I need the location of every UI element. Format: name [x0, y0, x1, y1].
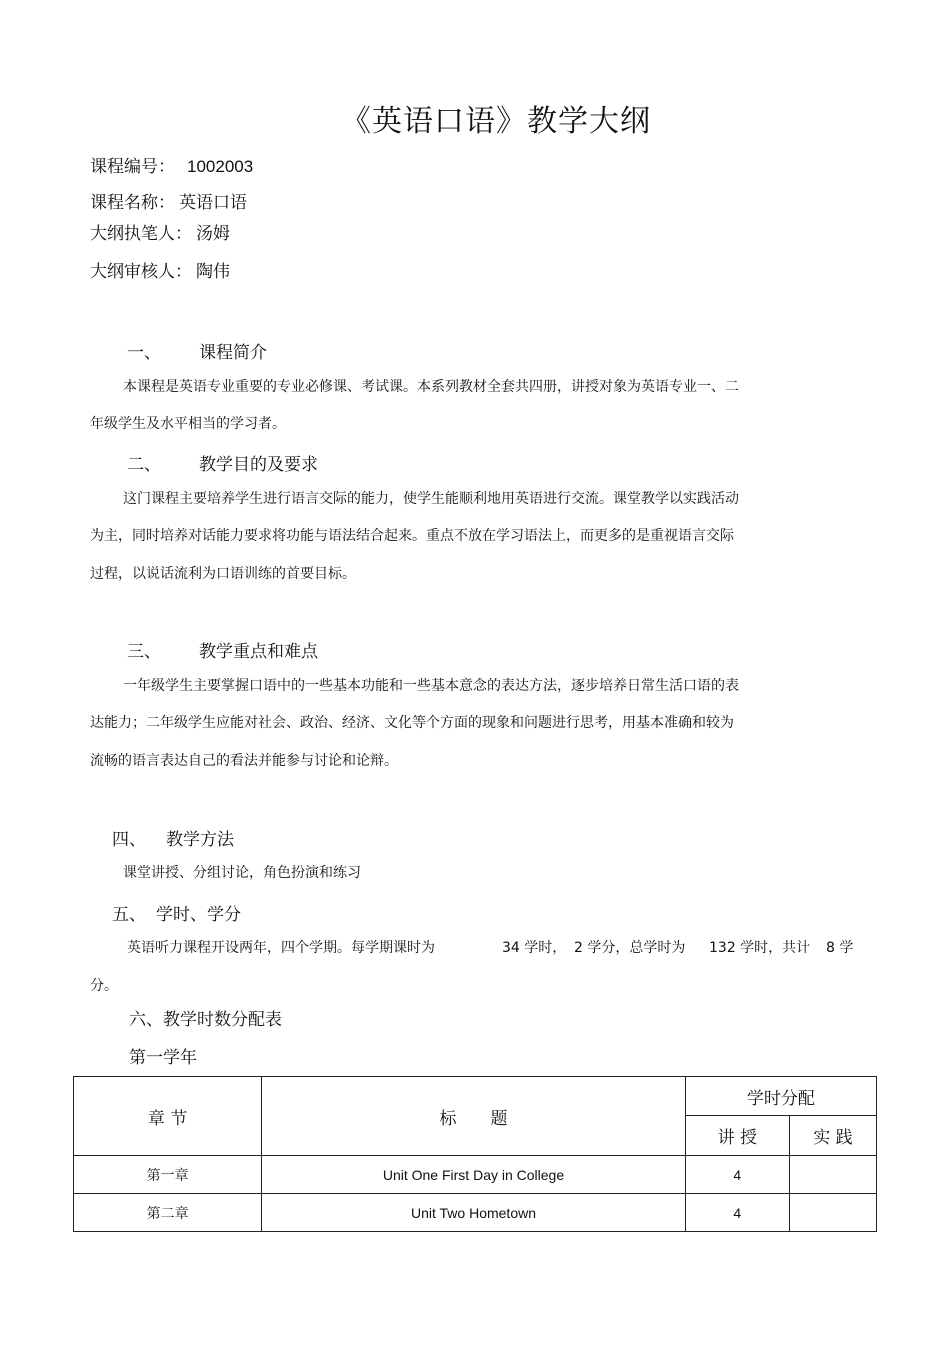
section-1-number: 一、 [127, 343, 161, 363]
section-5-heading [112, 900, 241, 925]
syllabus-author-value: 汤姆 [196, 224, 230, 244]
course-name [90, 188, 247, 213]
table-row [74, 1194, 877, 1232]
section-5-title: 学时、学分 [156, 905, 241, 925]
table-row [74, 1156, 877, 1194]
section-3-heading [127, 637, 318, 662]
row-chapter: 第二章 [74, 1194, 262, 1232]
course-name-label: 课程名称： [90, 193, 175, 213]
section-4-number: 四、 [112, 830, 146, 850]
section-5-line-1b: 34 学时， [502, 940, 567, 956]
section-2-title: 教学目的及要求 [199, 455, 318, 475]
section-5-line-1e: 8 学 [826, 940, 854, 956]
course-code-value: 1002003 [187, 157, 254, 176]
section-2-line-1: 这门课程主要培养学生进行语言交际的能力，使学生能顺利地用英语进行交流。课堂教学以实践活动 [123, 491, 739, 507]
course-name-value: 英语口语 [179, 193, 247, 213]
row-lecture-hours: 4 [685, 1156, 789, 1194]
syllabus-reviewer [90, 257, 230, 282]
section-6-heading: 六、教学时数分配表 [129, 1010, 282, 1030]
section-3-line-1: 一年级学生主要掌握口语中的一些基本功能和一些基本意念的表达方法，逐步培养日常生活口语的表 [123, 678, 739, 694]
row-title: Unit Two Hometown [262, 1194, 686, 1232]
syllabus-reviewer-value: 陶伟 [196, 262, 230, 282]
header-lecture: 讲 授 [685, 1116, 789, 1156]
section-1-line-2: 年级学生及水平相当的学习者。 [90, 416, 286, 432]
section-3-title: 教学重点和难点 [199, 642, 318, 662]
academic-year-label: 第一学年 [129, 1048, 197, 1068]
header-practice: 实 践 [789, 1116, 876, 1156]
header-chapter: 章 节 [74, 1077, 262, 1156]
syllabus-author-label: 大纲执笔人： [90, 224, 192, 244]
section-5-line-1a: 英语听力课程开设两年，四个学期。每学期课时为 [127, 940, 435, 956]
row-practice-hours [789, 1156, 876, 1194]
row-practice-hours [789, 1194, 876, 1232]
section-4-title: 教学方法 [166, 830, 234, 850]
hours-allocation-table [73, 1076, 877, 1232]
row-title: Unit One First Day in College [262, 1156, 686, 1194]
syllabus-reviewer-label: 大纲审核人： [90, 262, 192, 282]
header-title: 标 题 [262, 1077, 686, 1156]
section-4-heading [112, 825, 234, 850]
page-title: 《英语口语》教学大纲 [341, 104, 651, 139]
course-code-label: 课程编号： [90, 157, 175, 177]
section-4-line-1: 课堂讲授、分组讨论，角色扮演和练习 [123, 865, 361, 881]
section-3-line-2: 达能力；二年级学生应能对社会、政治、经济、文化等个方面的现象和问题进行思考，用基本准确和较为 [90, 715, 734, 731]
section-2-line-2: 为主，同时培养对话能力要求将功能与语法结合起来。重点不放在学习语法上，而更多的是重视语言交际 [90, 528, 734, 544]
row-chapter: 第一章 [74, 1156, 262, 1194]
section-5-line-1d: 132 学时，共计 [709, 940, 811, 956]
section-1-heading [127, 338, 267, 363]
course-code [90, 152, 253, 177]
row-lecture-hours: 4 [685, 1194, 789, 1232]
section-2-number: 二、 [127, 455, 161, 475]
section-1-line-1: 本课程是英语专业重要的专业必修课、考试课。本系列教材全套共四册，讲授对象为英语专业一、二 [123, 379, 739, 395]
section-2-line-3: 过程，以说话流利为口语训练的首要目标。 [90, 566, 356, 582]
section-3-number: 三、 [127, 642, 161, 662]
header-hours: 学时分配 [685, 1077, 876, 1116]
section-1-title: 课程简介 [199, 343, 267, 363]
section-5-line-1c: 2 学分，总学时为 [574, 940, 686, 956]
section-5-line-2: 分。 [90, 978, 118, 994]
section-3-line-3: 流畅的语言表达自己的看法并能参与讨论和论辩。 [90, 753, 398, 769]
section-2-heading [127, 450, 318, 475]
syllabus-author [90, 219, 230, 244]
section-5-number: 五、 [112, 905, 146, 925]
